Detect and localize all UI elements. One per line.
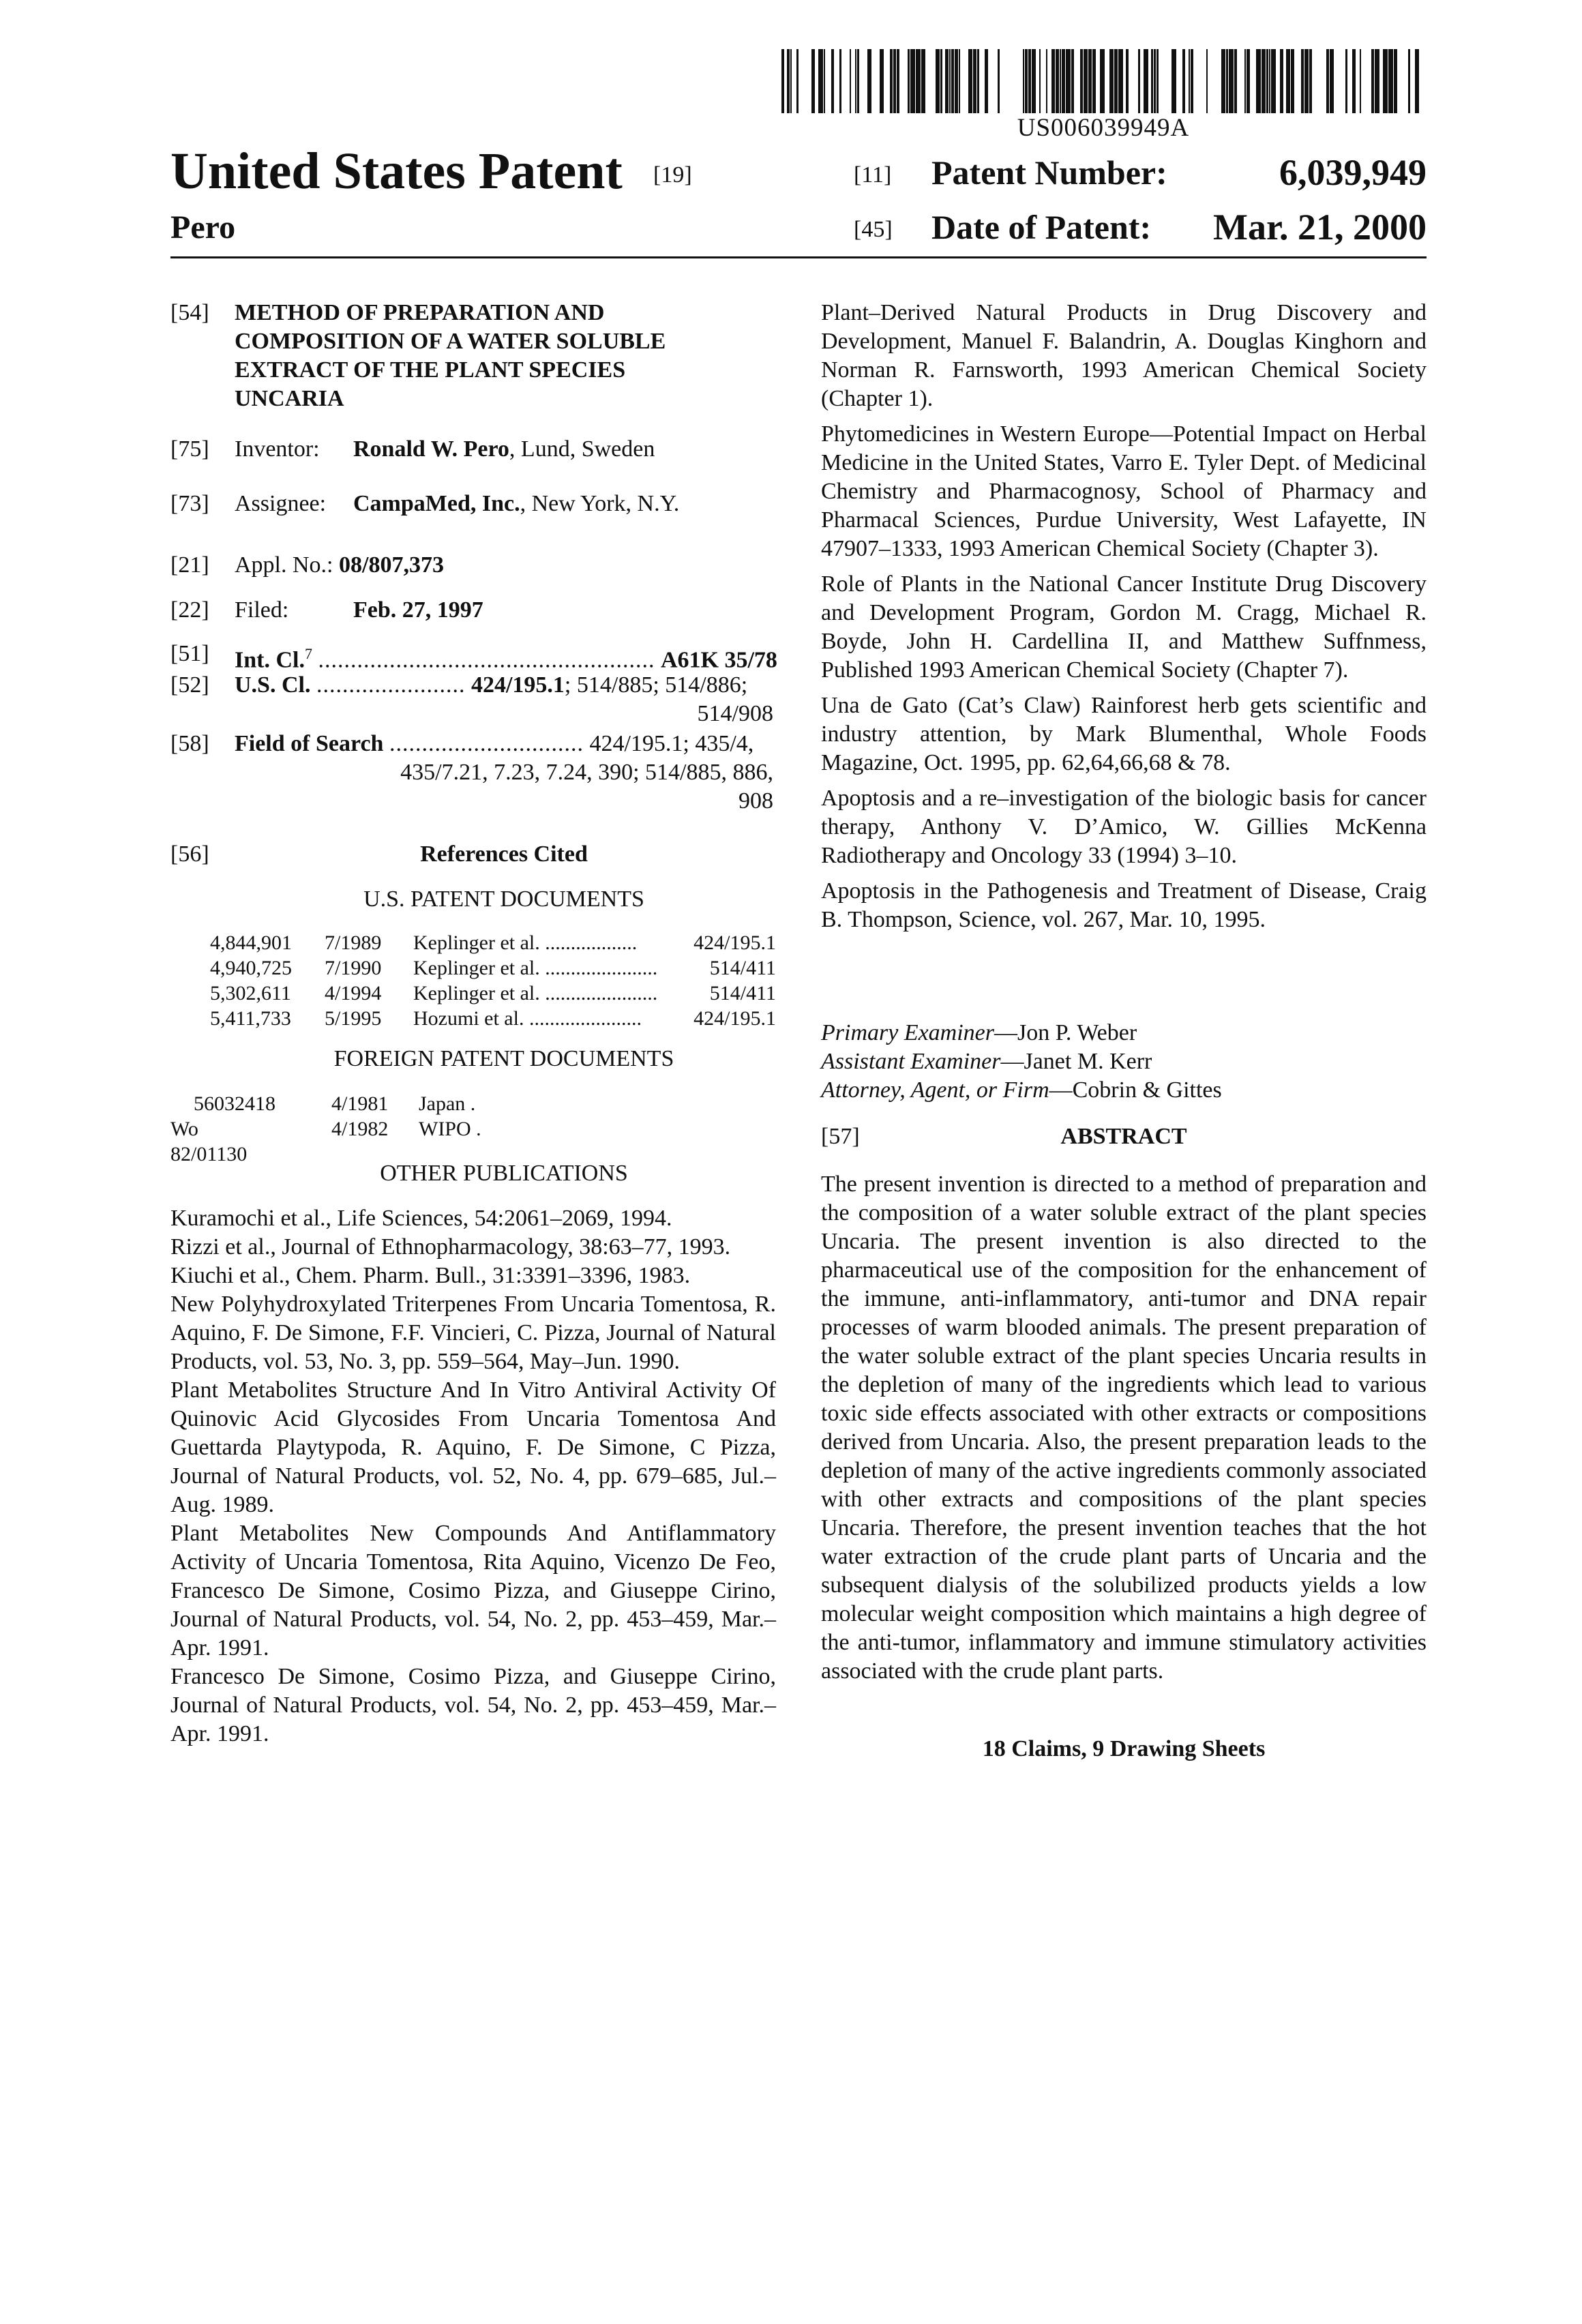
attorney-label: Attorney, Agent, or Firm (821, 1077, 1049, 1103)
publication-entry: Kuramochi et al., Life Sciences, 54:2061–2069, 1994. (170, 1206, 672, 1231)
appl-tag: [21] (170, 552, 209, 578)
barcode-bar (945, 49, 949, 113)
inventor-label: Inventor: (235, 436, 320, 462)
barcode-bar (951, 49, 954, 113)
assistant-examiner-label: Assistant Examiner (821, 1049, 1001, 1074)
uscl-field (235, 671, 773, 700)
barcode-bar (867, 49, 871, 113)
assistant-examiner-name: —Janet M. Kerr (1000, 1049, 1152, 1074)
barcode-bar (1100, 49, 1105, 113)
uscl-label: U.S. Cl. (235, 672, 311, 698)
publication-entry: Plant Metabolites Structure And In Vitro Antiviral Activity Of Quinovic Acid Glycosides From Uncaria Tomentosa And Guettarda Playtypoda, R. Aquino, F. De Simone, C Pizza, Journal of Natural Products, vol. 52, No. 4, pp. 679–685, Jul.–Aug. 1989. (170, 1377, 776, 1517)
barcode-bar (1118, 49, 1123, 113)
table-row (210, 1006, 776, 1031)
barcode-bar (1092, 49, 1096, 113)
barcode-bar (1266, 49, 1268, 113)
barcode-bar (1262, 49, 1266, 113)
barcode-bar (1221, 49, 1225, 113)
table-row (210, 981, 776, 1006)
barcode-bar (1388, 49, 1393, 113)
barcode-bar (1156, 49, 1159, 113)
barcode-bar (1360, 49, 1361, 113)
barcode-bar (1062, 49, 1065, 113)
attorney-name: —Cobrin & Gittes (1049, 1077, 1222, 1103)
barcode-bar (1345, 49, 1347, 113)
claims-summary: 18 Claims, 9 Drawing Sheets (982, 1736, 1266, 1761)
patent-class: 424/195.1 (693, 1007, 776, 1030)
publication-entry: Apoptosis and a re–investigation of the biologic basis for cancer therapy, Anthony V. D’Amico, W. Gillies McKenna Radiotherapy and Oncology 33 (1994) 3–10. (821, 786, 1427, 868)
us-patents-heading: U.S. PATENT DOCUMENTS (363, 887, 644, 912)
uscl-value: 424/195.1 (471, 672, 565, 698)
barcode-bar (790, 49, 792, 113)
barcode-bar (1066, 49, 1071, 113)
barcode-bar (1109, 49, 1114, 113)
foreign-patents-table (170, 1091, 776, 1165)
table-row (170, 1116, 776, 1165)
barcode-bar (910, 49, 915, 113)
barcode-bar (850, 49, 851, 113)
assignee-location: , New York, N.Y. (520, 491, 680, 516)
us-patents-table (210, 930, 776, 1031)
barcode-bar (1229, 49, 1234, 113)
barcode-bar (1023, 49, 1024, 113)
barcode-bar (890, 49, 893, 113)
table-row (170, 1091, 776, 1116)
patent-num: 5,302,611 (210, 982, 291, 1004)
barcode-bar (1060, 49, 1061, 113)
barcode-bar (855, 49, 856, 113)
barcode-bar (1326, 49, 1329, 113)
document-type: United States Patent (170, 143, 623, 200)
publication-entry: Francesco De Simone, Cosimo Pizza, and Giuseppe Cirino, Journal of Natural Products, vol. 54, No. 2, pp. 453–459, Mar.–Apr. 1991. (170, 1664, 776, 1746)
primary-examiner-label: Primary Examiner (821, 1020, 995, 1045)
patent-date: 7/1990 (325, 957, 382, 979)
barcode-bar (1154, 49, 1156, 113)
intcl-dots: .................................................... (318, 647, 655, 673)
patent-date: Mar. 21, 2000 (1213, 207, 1427, 248)
intcl-label: Int. Cl. (235, 647, 305, 673)
publication-entry: New Polyhydroxylated Triterpenes From Uncaria Tomentosa, R. Aquino, F. De Simone, F.F. Vincieri, C. Pizza, Journal of Natural Products, vol. 53, No. 3, pp. 559–564, May–Jun. 1990. (170, 1292, 776, 1374)
barcode-bar (839, 49, 841, 113)
intcl-value: A61K 35/78 (660, 647, 777, 673)
barcode-bar (1383, 49, 1388, 113)
barcode-bar (955, 49, 958, 113)
barcode-bar (1271, 49, 1276, 113)
abstract-text: The present invention is directed to a method of preparation and the composition of a water soluble extract of the plant species Uncaria. The present invention is also directed to the pharmaceutical use of the composition for the enhancement of the immune, anti-inflammatory, anti-tumor and DNA repair processes of warm blooded animals. The present preparation of the water soluble extract of the plant species Uncaria results in the depletion of many of the ingredients which lead to various toxic side effects associated with other extracts or compositions derived from Uncaria. Also, the present preparation leads to the depletion of many of the active ingredients commonly associated with other extracts and compositions of the plant species Uncaria. Therefore, the present invention teaches that the hot water extraction of the crude plant parts of Uncaria and the subsequent dialysis of the solubilized products yields a low molecular weight composition which maintains a high degree of the anti-tumor, inflammatory and immune stimulatory activities associated with the crude plant parts. (821, 1172, 1427, 1684)
search-dots: .............................. (389, 731, 584, 756)
filed-date: Feb. 27, 1997 (353, 597, 483, 623)
barcode-bar (1408, 49, 1410, 113)
barcode-bar (949, 49, 951, 113)
primary-examiner (821, 1019, 1427, 1047)
assignee-label: Assignee: (235, 491, 327, 516)
publication-entry: Rizzi et al., Journal of Ethnopharmacology, 38:63–77, 1993. (170, 1234, 731, 1260)
barcode-bar (1280, 49, 1283, 113)
barcode-bar (857, 49, 859, 113)
intcl-field (235, 640, 777, 674)
publication-entry: Kiuchi et al., Chem. Pharm. Bull., 31:3391–3396, 1983. (170, 1263, 691, 1288)
barcode-bar (1032, 49, 1036, 113)
assignee-value (353, 490, 679, 518)
patent-name: Keplinger et al. .................. (413, 932, 638, 954)
barcode-bar (1256, 49, 1261, 113)
invention-title (235, 299, 773, 413)
inventor-tag: [75] (170, 436, 209, 462)
patent-date: 4/1994 (325, 982, 382, 1004)
patent-num: 56032418 (194, 1092, 275, 1115)
publication-entry: Role of Plants in the National Cancer Institute Drug Discovery and Development Program, Gordon M. Cragg, Michael R. Boyde, John H. Cardellina II, and Matthew Suffnmess, Published 1993 American Chemical Society (Chapter 7). (821, 571, 1427, 683)
barcode-bar (1234, 49, 1237, 113)
patent-number-tag: [11] (854, 162, 892, 188)
publication-entry: Plant–Derived Natural Products in Drug Discovery and Development, Manuel F. Balandrin, A. Douglas Kinghorn and Norman R. Farnsworth, 1993 American Chemical Society (Chapter 1). (821, 300, 1427, 411)
patent-country: WIPO . (419, 1118, 481, 1140)
barcode-bar (897, 49, 899, 113)
patent-name: Keplinger et al. ...................... (413, 982, 658, 1004)
barcode-bar (880, 49, 884, 113)
barcode-bar (1247, 49, 1250, 113)
publication-entry: Phytomedicines in Western Europe—Potential Impact on Herbal Medicine in the United States, Varro E. Tyler Dept. of Medicinal Chemistry and Pharmacognosy, School of Pharmacy and Pharmacal Sciences, Purdue University, West Lafayette, IN 47907–1333, 1993 American Chemical Society (Chapter 3). (821, 421, 1427, 561)
date-label: Date of Patent: (931, 208, 1152, 246)
title-line: METHOD OF PREPARATION AND (235, 300, 605, 325)
refs-heading: References Cited (420, 841, 588, 867)
barcode-bar (1304, 49, 1309, 113)
patent-num: 5,411,733 (210, 1007, 291, 1030)
barcode-bar (1151, 49, 1153, 113)
barcode-bar (1171, 49, 1176, 113)
intcl-tag: [51] (170, 641, 209, 666)
assignee-tag: [73] (170, 491, 209, 516)
date-tag: [45] (854, 217, 893, 242)
document-type-tag: [19] (653, 162, 692, 188)
barcode-bar (977, 49, 979, 113)
publication-entry: Plant Metabolites New Compounds And Antiflammatory Activity of Uncaria Tomentosa, Rita Aquino, Vicenzo De Feo, Francesco De Simone, Cosimo Pizza, and Giuseppe Cirino, Journal of Natural Products, vol. 54, No. 2, pp. 453–459, Mar.–Apr. 1991. (170, 1521, 776, 1660)
other-publications-right (821, 299, 1427, 941)
barcode-bar (1375, 49, 1379, 113)
barcode-bar (1144, 49, 1148, 113)
appl-field (235, 551, 444, 580)
barcode-bar (973, 49, 976, 113)
barcode-bar (781, 49, 784, 113)
uscl-line2: 514/908 (697, 701, 773, 726)
barcode-bar (985, 49, 988, 113)
examiners (821, 1019, 1427, 1105)
search-line1: 424/195.1; 435/4, (589, 731, 754, 756)
title-line: UNCARIA (235, 386, 344, 411)
barcode-bar (1126, 49, 1129, 113)
refs-tag: [56] (170, 841, 209, 867)
barcode (781, 49, 1425, 113)
search-tag: [58] (170, 731, 209, 756)
patent-name: Keplinger et al. ...................... (413, 957, 658, 979)
title-line: EXTRACT OF THE PLANT SPECIES (235, 357, 626, 383)
publication-number: US006039949A (1017, 114, 1190, 142)
barcode-bar (1371, 49, 1374, 113)
assistant-examiner (821, 1047, 1427, 1076)
barcode-bar (831, 49, 834, 113)
barcode-bar (1291, 49, 1294, 113)
attorney (821, 1076, 1427, 1105)
abstract-tag: [57] (821, 1124, 860, 1149)
search-field (235, 730, 773, 758)
barcode-bar (940, 49, 942, 113)
barcode-bar (1301, 49, 1304, 113)
barcode-bar (796, 49, 799, 113)
patent-country: Japan . (419, 1092, 476, 1115)
barcode-bar (959, 49, 960, 113)
barcode-bar (1352, 49, 1356, 113)
barcode-bar (1084, 49, 1088, 113)
patent-class: 514/411 (709, 982, 776, 1004)
patent-date: 4/1981 (331, 1092, 389, 1115)
barcode-bar (787, 49, 790, 113)
barcode-bar (998, 49, 1000, 113)
barcode-bar (936, 49, 940, 113)
barcode-bar (1244, 49, 1246, 113)
header-rule (170, 256, 1427, 258)
barcode-bar (1286, 49, 1290, 113)
foreign-patents-heading: FOREIGN PATENT DOCUMENTS (333, 1046, 674, 1071)
barcode-bar (1415, 49, 1419, 113)
barcode-bar (824, 49, 825, 113)
table-row (210, 930, 776, 955)
appl-label: Appl. No.: (235, 552, 333, 578)
barcode-bar (1138, 49, 1140, 113)
barcode-bar (1025, 49, 1028, 113)
barcode-bar (968, 49, 972, 113)
search-line3: 908 (738, 788, 773, 814)
table-row (210, 955, 776, 981)
patent-date: 7/1989 (325, 932, 382, 954)
patent-num: 4,940,725 (210, 957, 292, 979)
inventor-value (353, 435, 655, 464)
primary-examiner-name: —Jon P. Weber (994, 1020, 1137, 1045)
barcode-bar (1071, 49, 1074, 113)
barcode-bar (1039, 49, 1041, 113)
patent-class: 514/411 (709, 957, 776, 979)
patent-num: Wo 82/01130 (170, 1118, 248, 1165)
barcode-bar (1080, 49, 1083, 113)
intcl-edition: 7 (304, 645, 312, 662)
patent-number: 6,039,949 (1279, 152, 1427, 193)
barcode-bar (1088, 49, 1092, 113)
barcode-bar (1206, 49, 1208, 113)
patent-class: 424/195.1 (693, 932, 776, 954)
barcode-bar (1269, 49, 1270, 113)
barcode-bar (1051, 49, 1055, 113)
barcode-bar (1309, 49, 1312, 113)
search-label: Field of Search (235, 731, 384, 756)
barcode-bar (1330, 49, 1334, 113)
title-tag: [54] (170, 300, 209, 325)
patent-name: Hozumi et al. ...................... (413, 1007, 642, 1030)
other-publications-left (170, 1204, 776, 1748)
search-line2: 435/7.21, 7.23, 7.24, 390; 514/885, 886, (400, 760, 773, 785)
barcode-bar (1182, 49, 1185, 113)
filed-label: Filed: (235, 597, 289, 623)
barcode-bar (1114, 49, 1118, 113)
barcode-bar (1191, 49, 1193, 113)
barcode-bar (818, 49, 823, 113)
barcode-bar (1226, 49, 1228, 113)
barcode-bar (1046, 49, 1047, 113)
barcode-bar (908, 49, 910, 113)
patent-number-label: Patent Number: (931, 153, 1167, 192)
publication-entry: Una de Gato (Cat’s Claw) Rainforest herb gets scientific and industry attention, by Mark Blumenthal, Whole Foods Magazine, Oct. 1995, pp. 62,64,66,68 & 78. (821, 693, 1427, 775)
uscl-rest: ; 514/885; 514/886; (564, 672, 748, 698)
barcode-bar (916, 49, 921, 113)
barcode-bar (893, 49, 896, 113)
uscl-dots: ....................... (316, 672, 466, 698)
inventor-surname: Pero (170, 209, 236, 245)
barcode-bar (1056, 49, 1059, 113)
patent-date: 5/1995 (325, 1007, 382, 1030)
inventor-name: Ronald W. Pero (353, 436, 509, 462)
barcode-bar (1189, 49, 1190, 113)
barcode-bar (811, 49, 815, 113)
uscl-tag: [52] (170, 672, 209, 698)
filed-tag: [22] (170, 597, 209, 623)
inventor-location: , Lund, Sweden (509, 436, 655, 462)
barcode-bar (1028, 49, 1031, 113)
abstract-heading: ABSTRACT (1060, 1124, 1187, 1149)
appl-number: 08/807,373 (339, 552, 444, 578)
barcode-bar (1394, 49, 1397, 113)
patent-date: 4/1982 (331, 1118, 389, 1140)
other-publications-heading: OTHER PUBLICATIONS (380, 1161, 628, 1186)
patent-num: 4,844,901 (210, 932, 292, 954)
barcode-bar (921, 49, 925, 113)
publication-entry: Apoptosis in the Pathogenesis and Treatment of Disease, Craig B. Thompson, Science, vol. 267, Mar. 10, 1995. (821, 878, 1427, 932)
title-line: COMPOSITION OF A WATER SOLUBLE (235, 329, 666, 354)
assignee-name: CampaMed, Inc. (353, 491, 520, 516)
